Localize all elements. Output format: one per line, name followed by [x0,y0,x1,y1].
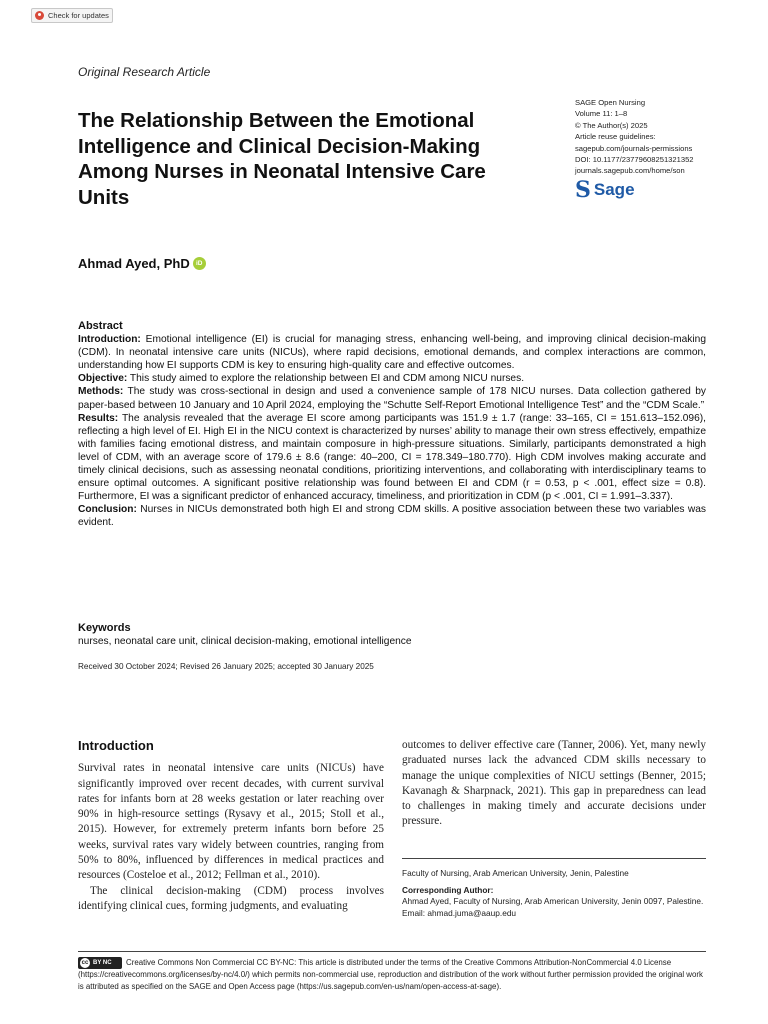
journal-info [575,97,755,177]
journal-volume: Volume 11: 1–8 [575,109,628,119]
sage-s-icon: S [575,177,591,203]
article-dates: Received 30 October 2024; Revised 26 January 2025; accepted 30 January 2025 [78,662,374,671]
introduction-paragraph-1: Survival rates in neonatal intensive care units (NICUs) have significantly improved over recent decades, with current survival rates for infants born at 28 weeks gestation or later reaching over 90% in high-resource settings (Rysavy et al., 2015; Stoll et al., 2015). However, for extremely preterm infants born before 25 weeks, survival rates vary widely between countries, ranging from 50% to 80%, influenced by differences in medical practices and resources (Costeloe et al., 2012; Fellman et al., 2010). [78,762,384,882]
abstract-objective [78,372,706,385]
corresponding-label: Corresponding Author: [402,884,494,895]
article-type: Original Research Article [78,65,211,79]
check-for-updates-badge[interactable] [31,8,113,23]
abstract-conclusion-text: Nurses in NICUs demonstrated both high EI and strong CDM skills. A positive association between these two variables was evident. [78,504,706,529]
abstract-results-label: Results: [78,412,119,424]
abstract-methods [78,385,706,411]
abstract-objective-label: Objective: [78,373,128,385]
introduction-heading: Introduction [78,738,154,753]
corresponding-email[interactable]: Email: ahmad.juma@aaup.edu [402,907,517,918]
doi[interactable]: DOI: 10.1177/23779608251321352 [575,155,694,165]
keywords-heading: Keywords [78,622,131,634]
abstract-methods-label: Methods: [78,386,124,398]
corresponding-text: Ahmad Ayed, Faculty of Nursing, Arab American University, Jenin 0097, Palestine. [402,896,704,907]
reuse-link[interactable]: sagepub.com/journals-permissions [575,143,693,153]
crossmark-icon [35,11,44,20]
abstract-conclusion [78,503,706,529]
affiliation-box [402,858,706,919]
keywords [78,622,706,648]
affiliation-faculty: Faculty of Nursing, Arab American University, Jenin, Palestine [402,868,629,878]
abstract-intro-text: Emotional intelligence (EI) is crucial for managing stress, enhancing well-being, and improving clinical decision-making (CDM). In neonatal intensive care units (NICUs), where rapid decisions, emotional demands, and complex interactions are common, understanding how EI supports CDM is key to ensuring high-quality care and effective outcomes. [78,334,706,372]
abstract-introduction [78,333,706,372]
abstract-intro-label: Introduction: [78,334,141,346]
sage-logo [575,179,635,201]
license-notice [78,951,706,993]
abstract-results [78,412,706,504]
abstract [78,320,706,530]
abstract-methods-text: The study was cross-sectional in design and used a convenience sample of 178 NICU nurses. Data collection gathered by paper-based between 10 January and 10 April 2024, employing the “Schutte Self-Report Emotional Intelligence Test” and the “CDM Scale.” [78,386,706,411]
introduction-paragraph-3: outcomes to deliver effective care (Tanner, 2006). Yet, many newly graduated nurses lack the advanced CDM skills necessary to manage the unique complexities of NICU settings (Benner, 2015; Kavanagh & Sharpnack, 2021). This gap in preparedness can lead to challenges in making timely and accurate decisions under pressure. [402,739,706,828]
abstract-conclusion-label: Conclusion: [78,504,137,516]
badge-label: Check for updates [48,11,109,20]
orcid-icon[interactable]: iD [193,257,206,270]
journal-name: SAGE Open Nursing [575,98,646,107]
license-text: Creative Commons Non Commercial CC BY-NC: This article is distributed under the terms of the Creative Commons Attribution-NonCommercial 4.0 License (https://creativecommons.org/licenses/by-nc/4.0/) which permits non-commercial use, reproduction and distribution of the work without further permission provided the original work is attributed as specified on the SAGE and Open Access page (https://us.sagepub.com/en-us/nam/open-access-at-sage). [78,958,703,992]
introduction-paragraph-2: The clinical decision-making (CDM) process involves identifying clinical cues, forming judgments, and evaluating [78,884,384,912]
author-name: Ahmad Ayed, PhD [78,256,190,271]
journal-home-link[interactable]: journals.sagepub.com/home/son [575,166,685,176]
reuse-label: Article reuse guidelines: [575,132,656,142]
abstract-objective-text: This study aimed to explore the relationship between EI and CDM among NICU nurses. [127,373,525,385]
abstract-results-text: The analysis revealed that the average EI score among participants was 151.9 ± 1.7 (range: 33–165, CI = 151.613–152.096), reflecting a high level of EI. High EI in the NICU context is characterized by nurses’ ability to manage their own stress effectively, empathize with families facing emotional distress, and maintain composure in high-pressure situations. Similarly, participants demonstrated a high level of CDM, with an average score of 179.6 ± 8.6 (range: 40–200, CI = 178.349–180.770). High CDM involves making accurate and timely clinical decisions, such as assessing neonatal conditions, prioritizing interventions, and collaborating with interdisciplinary teams to ensure optimal outcomes. A significant positive relationship was found between EI and CDM (r = 0.53, p < .001, effect size = 0.8). Furthermore, EI was a significant predictor of enhanced accuracy, timeliness, and prioritization in CDM (p < .001, CI = 1.991–3.337). [78,412,706,503]
sage-logo-text: Sage [593,180,635,199]
author-line [78,256,206,271]
body-column-right [402,738,706,830]
abstract-heading: Abstract [78,320,123,332]
copyright: © The Author(s) 2025 [575,120,648,130]
article-title: The Relationship Between the Emotional Intelligence and Clinical Decision-Making Among Nurses in Neonatal Intensive Care Units [78,109,486,209]
keywords-text: nurses, neonatal care unit, clinical decision-making, emotional intelligence [78,636,412,647]
body-column-left [78,738,384,914]
cc-by-nc-icon[interactable] [78,957,122,969]
